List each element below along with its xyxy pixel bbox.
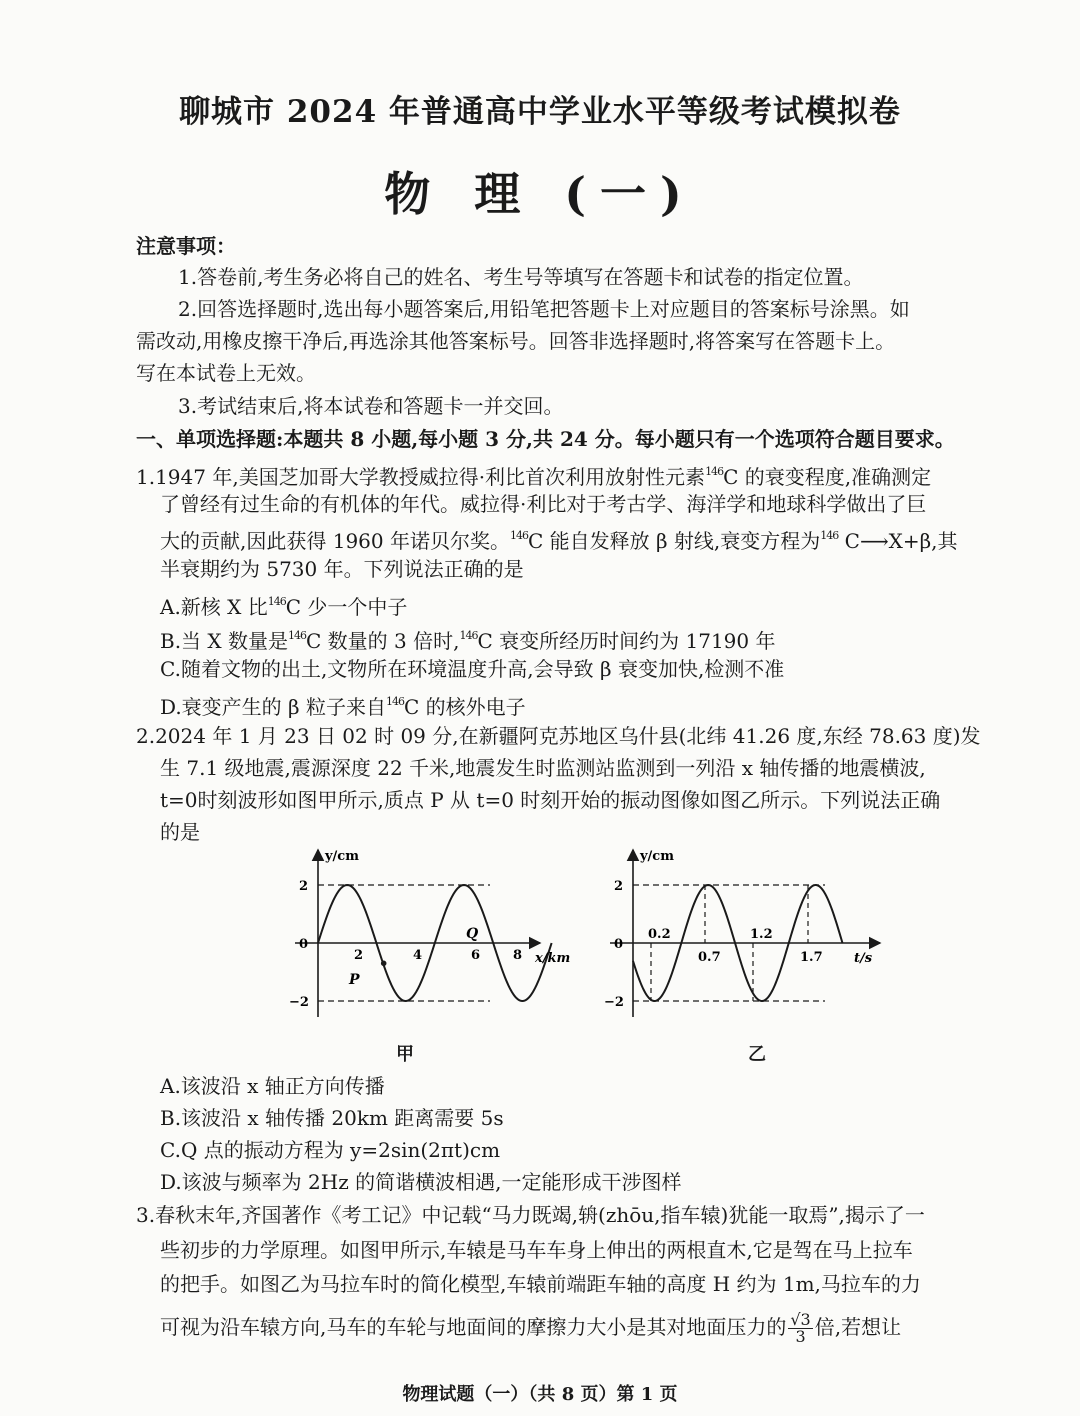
subject-title: 物 理 (一): [384, 167, 696, 221]
q1-line: 大的贡献,因此获得 1960 年诺贝尔奖。$^{146}$C 能自发释放 β 射线,衰变方程为$^{146}$ C⟶X+β,其: [160, 529, 958, 553]
x-axis-label: t/s: [854, 951, 873, 966]
exam-title: 聊城市 2024 年普通高中学业水平等级考试模拟卷: [179, 94, 901, 130]
fraction: $\frac{√3}{3}$: [790, 1310, 811, 1346]
q2-line: 生 7.1 级地震,震源深度 22 千米,地震发生时监测站监测到一列沿 x 轴传播的地震横波,: [160, 756, 926, 780]
q2-line: 2.2024 年 1 月 23 日 02 时 09 分,在新疆阿克苏地区乌什县(北纬 41.26 度,东经 78.63 度)发: [136, 724, 981, 748]
notice-line: 需改动,用橡皮擦干净后,再选涂其他答案标号。回答非选择题时,将答案写在答题卡上。: [136, 329, 896, 353]
q3-line: 可视为沿车辕方向,马车的车轮与地面间的摩擦力大小是其对地面压力的 $\frac{√3}{3}$ 倍,若想让: [160, 1310, 902, 1346]
q1-line: 了曾经有过生命的有机体的年代。威拉得·利比对于考古学、海洋学和地球科学做出了巨: [160, 492, 927, 516]
q2-option-b: B.该波沿 x 轴传播 20km 距离需要 5s: [160, 1106, 504, 1130]
y-axis-label: y/cm: [325, 849, 359, 864]
notice-line: 2.回答选择题时,选出每小题答案后,用铅笔把答题卡上对应题目的答案标号涂黑。如: [178, 297, 910, 321]
wave-graph-jia: [285, 842, 575, 1042]
x-tick-label: 8: [513, 948, 523, 963]
notice-heading: 注意事项：: [136, 234, 236, 258]
q1-line: 半衰期约为 5730 年。下列说法正确的是: [160, 557, 524, 581]
point-q-label: Q: [466, 926, 479, 942]
q1-option-a: A.新核 X 比$^{146}$C 少一个中子: [160, 595, 408, 619]
notice-line: 3.考试结束后,将本试卷和答题卡一并交回。: [178, 394, 564, 418]
t-tick-label: 0.7: [698, 950, 721, 965]
point-p-label: P: [349, 972, 360, 988]
q3-line: 些初步的力学原理。如图甲所示,车辕是马车车身上伸出的两根直木,它是驾在马上拉车: [160, 1238, 913, 1262]
y-tick-label: 2: [299, 879, 309, 894]
t-tick-label: 0.2: [648, 927, 671, 942]
q3-line: 3.春秋末年,齐国著作《考工记》中记载“马力既竭,辀(zhōu,指车辕)犹能一取焉”,揭示了一: [136, 1203, 925, 1227]
figure-caption-yi: 乙: [748, 1044, 766, 1065]
notice-line: 1.答卷前,考生务必将自己的姓名、考生号等填写在答题卡和试卷的指定位置。: [178, 265, 864, 289]
page-footer: 物理试题（一）（共 8 页）第 1 页: [402, 1384, 678, 1405]
t-tick-label: 1.7: [800, 950, 823, 965]
point-p: [381, 961, 387, 967]
y-tick-label: 2: [614, 879, 624, 894]
x-tick-label: 6: [471, 948, 481, 963]
q2-option-a: A.该波沿 x 轴正方向传播: [160, 1074, 385, 1098]
x-tick-label: 4: [413, 948, 423, 963]
y-axis-label: y/cm: [640, 849, 674, 864]
q1-option-b: B.当 X 数量是$^{146}$C 数量的 3 倍时,$^{146}$C 衰变所经历时间约为 17190 年: [160, 629, 776, 653]
q1-option-d: D.衰变产生的 β 粒子来自$^{146}$C 的核外电子: [160, 695, 526, 719]
q2-option-d: D.该波与频率为 2Hz 的简谐横波相遇,一定能形成干涉图样: [160, 1170, 682, 1194]
t-tick-label: 1.2: [750, 927, 773, 942]
figure-caption-jia: 甲: [396, 1044, 414, 1065]
y-tick-label: 0: [614, 937, 624, 952]
y-tick-label: −2: [604, 995, 624, 1010]
y-tick-label: −2: [289, 995, 309, 1010]
q3-line: 的把手。如图乙为马拉车时的简化模型,车辕前端距车轴的高度 H 约为 1m,马拉车的力: [160, 1272, 921, 1296]
q2-line: 的是: [160, 820, 200, 844]
vibration-graph-yi: [600, 842, 890, 1042]
q2-option-c: C.Q 点的振动方程为 y=2sin(2πt)cm: [160, 1138, 501, 1162]
notice-line: 写在本试卷上无效。: [136, 361, 316, 385]
x-axis-label: x/km: [535, 951, 571, 966]
q2-line: t=0时刻波形如图甲所示,质点 P 从 t=0 时刻开始的振动图像如图乙所示。下列说法正确: [160, 788, 941, 812]
q1-line: 1.1947 年,美国芝加哥大学教授威拉得·利比首次利用放射性元素$^{146}$C 的衰变程度,准确测定: [136, 465, 932, 489]
q1-option-c: C.随着文物的出土,文物所在环境温度升高,会导致 β 衰变加快,检测不准: [160, 657, 785, 681]
section-heading: 一、单项选择题:本题共 8 小题,每小题 3 分,共 24 分。每小题只有一个选项符合题目要求。: [136, 427, 955, 451]
x-tick-label: 2: [354, 948, 364, 963]
y-tick-label: 0: [299, 937, 309, 952]
